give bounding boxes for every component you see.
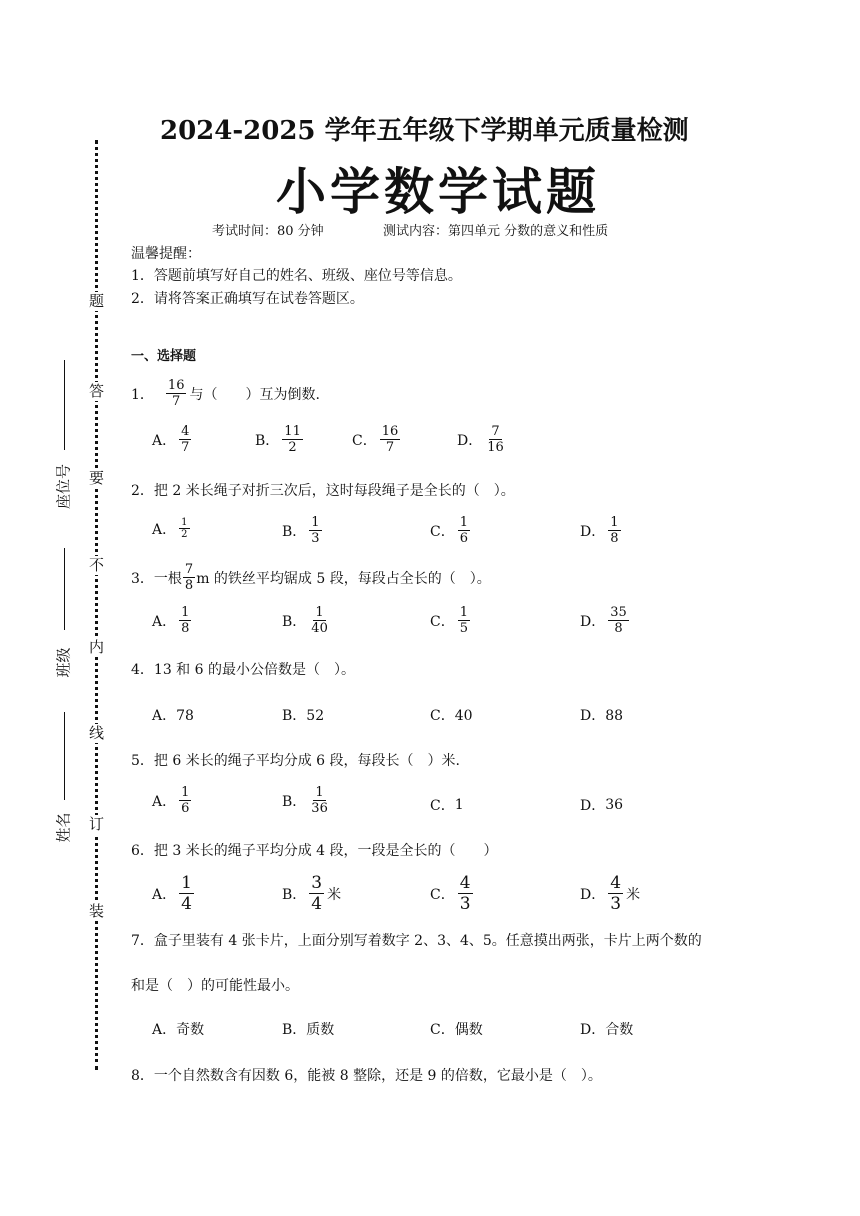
- option-d[interactable]: D． $\frac{1}{8}$: [580, 515, 619, 546]
- binding-char: 答: [89, 382, 105, 400]
- question-7: [131, 930, 702, 950]
- option-d[interactable]: D． $\frac{4}{3}$ 米: [580, 873, 641, 914]
- question-text: 把 2 米长绳子对折三次后，这时每段绳子是全长的（ ）。: [153, 483, 515, 499]
- reminder-item: 1．答题前填写好自己的姓名、班级、座位号等信息。: [131, 268, 462, 284]
- option-d[interactable]: D． $\frac{35}{8}$: [580, 605, 627, 636]
- question-number: 7．: [131, 933, 154, 949]
- option-c[interactable]: C． 1: [430, 797, 464, 814]
- question-text: 一个自然数含有因数 6，能被 8 整除，还是 9 的倍数，它最小是（ ）。: [153, 1068, 602, 1084]
- question-6: [131, 840, 498, 860]
- question-text: 盒子里装有 4 张卡片，上面分别写着数字 2、3、4、5。任意摸出两张，卡片上两个数的: [153, 933, 702, 949]
- exam-title: 小学数学试题: [276, 162, 600, 221]
- option-b[interactable]: B． $\frac{3}{4}$ 米: [282, 873, 342, 914]
- option-c[interactable]: C．偶数: [430, 1022, 483, 1038]
- binding-char: 内: [89, 638, 105, 656]
- question-number: 1．: [131, 386, 154, 403]
- question-text: 把 3 米长的绳子平均分成 4 段，一段是全长的（ ）: [153, 843, 498, 859]
- option-c[interactable]: C． $\frac{1}{6}$: [430, 515, 468, 546]
- name-label: 姓名: [54, 812, 73, 843]
- binding-char: 不: [89, 556, 105, 574]
- exam-content: 测试内容：第四单元 分数的意义和性质: [383, 224, 609, 239]
- binding-char: 装: [89, 902, 105, 920]
- binding-char: 题: [89, 292, 105, 310]
- section-title: 一、选择题: [131, 349, 197, 364]
- option-b[interactable]: B．52: [282, 708, 325, 724]
- option-c[interactable]: C．40: [430, 708, 473, 724]
- binding-char: 要: [89, 469, 105, 487]
- binding-char: 线: [89, 724, 105, 742]
- question-number: 8．: [131, 1068, 154, 1084]
- question-text: 13 和 6 的最小公倍数是（ ）。: [153, 662, 355, 678]
- question-text: 与（ ）互为倒数.: [189, 386, 320, 403]
- option-d[interactable]: D． $\frac{7}{16}$: [457, 424, 504, 455]
- option-a[interactable]: A． $\frac{4}{7}$: [152, 424, 190, 455]
- question-number: 4．: [131, 662, 154, 678]
- fraction: $\frac{7}{8}$: [184, 562, 194, 593]
- question-3: [131, 562, 491, 593]
- option-c[interactable]: C． $\frac{4}{3}$: [430, 873, 471, 914]
- option-a[interactable]: A． $\frac{1}{4}$: [152, 873, 192, 914]
- question-1: [131, 378, 320, 409]
- option-a[interactable]: A． $\frac{1}{6}$: [152, 785, 190, 816]
- option-c[interactable]: C． $\frac{16}{7}$: [352, 424, 399, 455]
- option-b[interactable]: B． $\frac{1}{40}$: [282, 605, 328, 636]
- question-number: 2．: [131, 483, 154, 499]
- option-d[interactable]: D．88: [580, 708, 624, 724]
- question-number: 3．: [131, 570, 154, 587]
- seat-number-line[interactable]: [64, 360, 65, 450]
- option-a[interactable]: A．78: [152, 708, 194, 724]
- option-a[interactable]: A． $\frac{1}{8}$: [152, 605, 190, 636]
- binding-dotted-line: [95, 140, 98, 1070]
- question-7-continued: 和是（ ）的可能性最小。: [131, 978, 299, 994]
- question-8: [131, 1065, 602, 1085]
- option-a[interactable]: A．奇数: [152, 1022, 205, 1038]
- question-4: [131, 659, 355, 679]
- fraction: $\frac{16}{7}$: [167, 378, 185, 409]
- class-label: 班级: [54, 647, 73, 678]
- reminder-label: 温馨提醒：: [131, 246, 201, 262]
- option-b[interactable]: B． $\frac{1}{36}$: [282, 785, 328, 816]
- question-2: [131, 480, 515, 500]
- question-text: m 的铁丝平均锯成 5 段，每段占全长的（ ）。: [196, 570, 491, 587]
- reminder-item: 2．请将答案正确填写在试卷答题区。: [131, 291, 364, 307]
- exam-time: 考试时间：80 分钟: [212, 224, 324, 239]
- name-line[interactable]: [64, 712, 65, 800]
- binding-char: 订: [89, 815, 105, 833]
- question-number: 5．: [131, 753, 154, 769]
- option-c[interactable]: C． $\frac{1}{5}$: [430, 605, 468, 636]
- option-b[interactable]: B． $\frac{1}{3}$: [282, 515, 320, 546]
- option-d[interactable]: D． 36: [580, 797, 624, 814]
- seat-number-label: 座位号: [54, 464, 73, 510]
- question-5: [131, 750, 460, 770]
- option-b[interactable]: B． $\frac{11}{2}$: [255, 424, 301, 455]
- question-number: 6．: [131, 843, 154, 859]
- option-a[interactable]: A． $\frac{1}{2}$: [152, 517, 188, 540]
- option-d[interactable]: D．合数: [580, 1022, 634, 1038]
- question-text: 一根: [153, 570, 182, 587]
- class-line[interactable]: [64, 548, 65, 630]
- option-b[interactable]: B．质数: [282, 1022, 335, 1038]
- question-text: 把 6 米长的绳子平均分成 6 段，每段长（ ）米.: [153, 753, 460, 769]
- exam-subtitle: 2024-2025 学年五年级下学期单元质量检测: [160, 116, 689, 146]
